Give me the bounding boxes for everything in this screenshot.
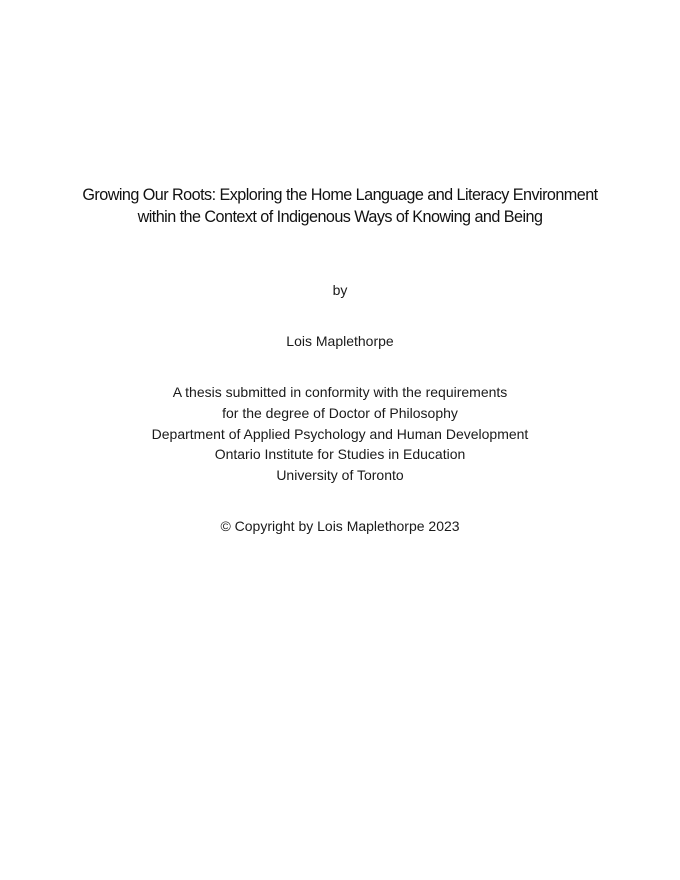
author-name: Lois Maplethorpe — [286, 333, 394, 349]
degree-statement — [0, 382, 680, 486]
thesis-title-line-2: within the Context of Indigenous Ways of Knowing and Being — [137, 208, 543, 226]
statement-line-2: for the degree of Doctor of Philosophy — [222, 404, 458, 421]
university-name: University of Toronto — [276, 467, 404, 484]
copyright-notice: © Copyright by Lois Maplethorpe 2023 — [220, 518, 460, 534]
by-label: by — [332, 282, 348, 298]
institute-name: Ontario Institute for Studies in Education — [214, 446, 466, 463]
thesis-title — [0, 184, 680, 228]
thesis-title-line-1: Growing Our Roots: Exploring the Home Language and Literacy Environment — [82, 186, 598, 204]
statement-line-1: A thesis submitted in conformity with the requirements — [172, 384, 508, 400]
department-name: Department of Applied Psychology and Human Development — [151, 425, 529, 442]
